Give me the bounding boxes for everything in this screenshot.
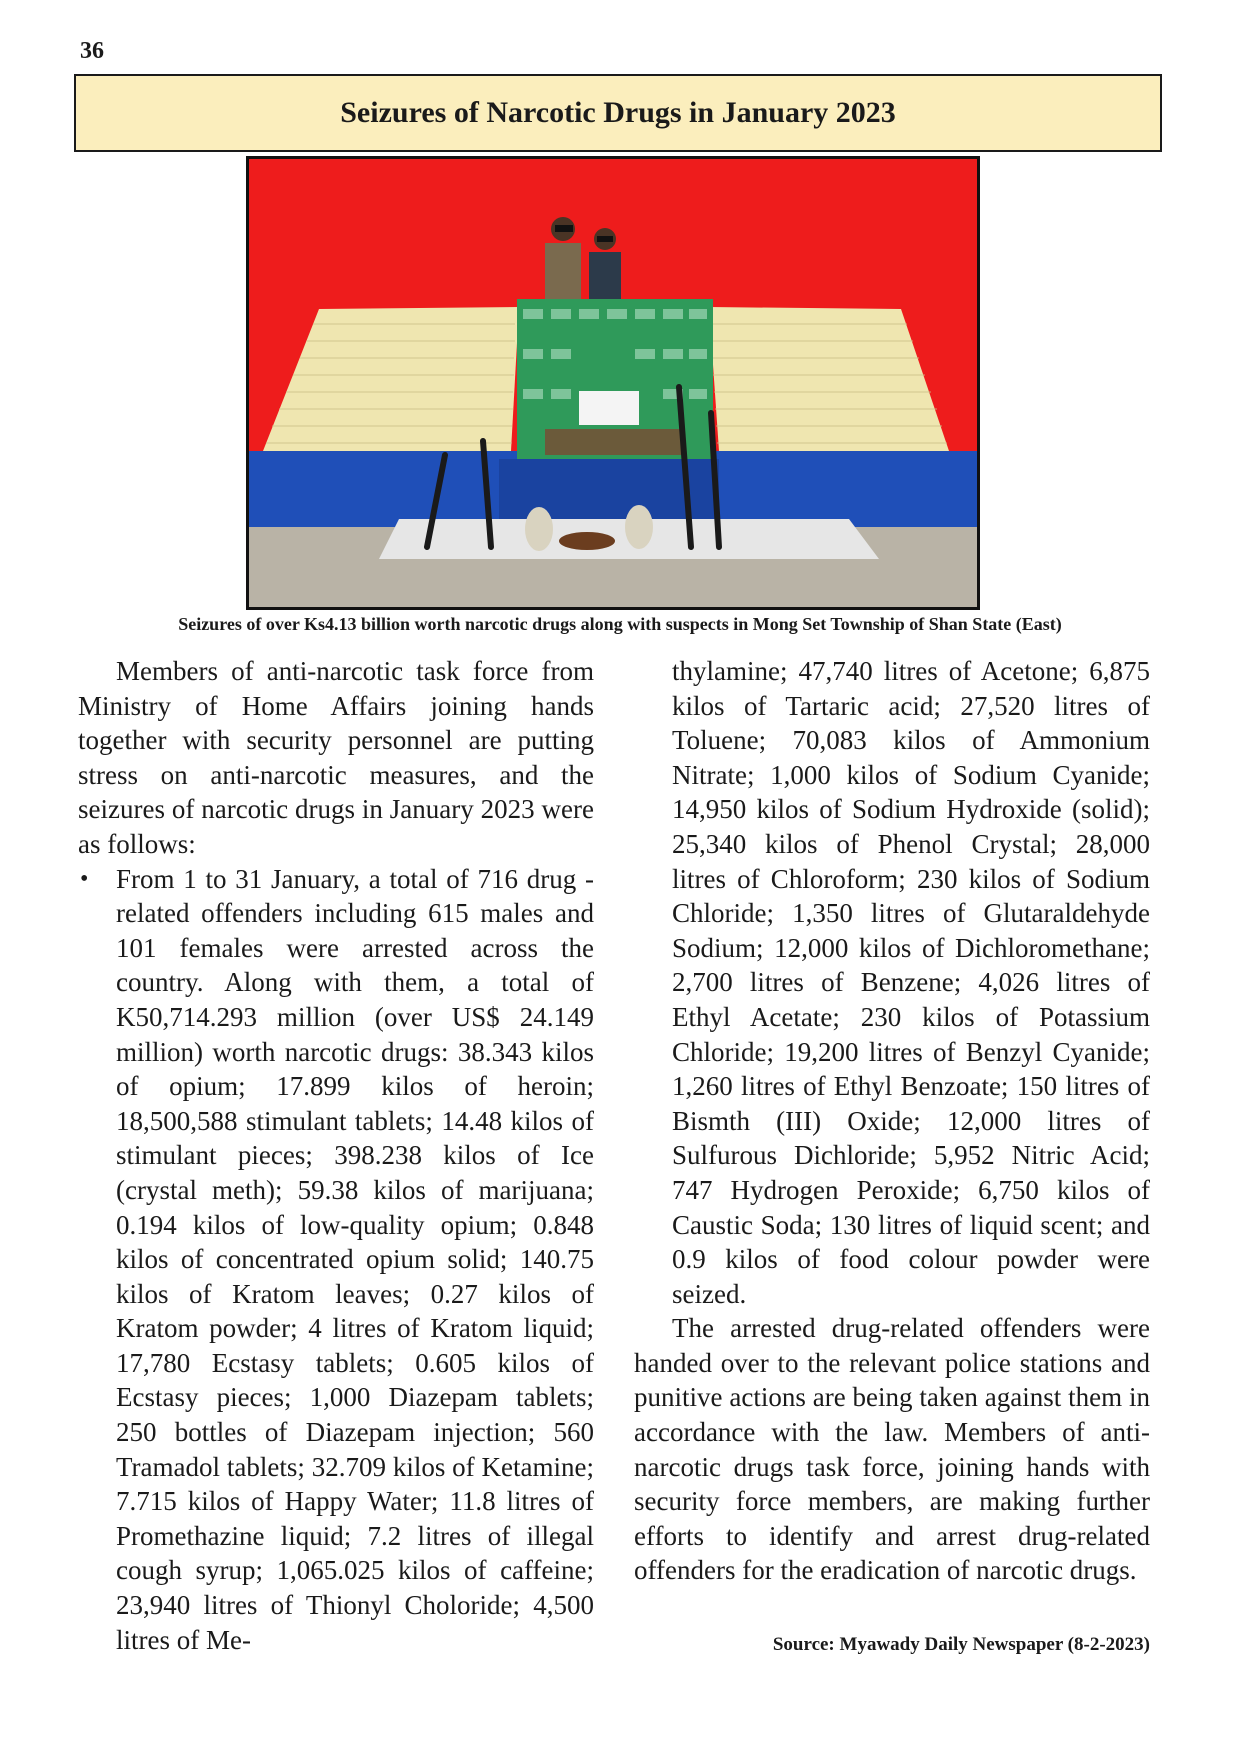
- closing-paragraph: The arrested drug-related offenders were handed over to the relevant police stations and punitive actions are being taken against them in accordance with the law. Members of anti-narcotic drugs task force, joining hands with security force members, are making further efforts to identify and arrest drug-related offenders for the eradication of narcotic drugs.: [634, 1313, 1150, 1586]
- page-title: Seizures of Narcotic Drugs in January 2023: [340, 96, 896, 129]
- seizure-list-text-part1: From 1 to 31 January, a total of 716 drug -related offenders including 615 males and 101 females were arrested across the country. Along with them, a total of K50,714.293 million (over US$ 24.149 million) worth narcotic drugs: 38.343 kilos of opium; 17.899 kilos of heroin; 18,500,588 stimulant tablets; 14.48 kilos of stimulant pieces; 398.238 kilos of Ice (crystal meth); 59.38 kilos of marijuana; 0.194 kilos of low-quality opium; 0.848 kilos of concentrated opium solid; 140.75 kilos of Kratom leaves; 0.27 kilos of Kratom powder; 4 litres of Kratom liquid; 17,780 Ecstasy tablets; 0.605 kilos of Ecstasy pieces; 1,000 Diazepam tablets; 250 bottles of Diazepam injection; 560 Tramadol tablets; 32.709 kilos of Ketamine; 7.715 kilos of Happy Water; 11.8 litres of Promethazine liquid; 7.2 litres of illegal cough syrup; 1,065.025 kilos of caffeine; 23,940 litres of Thionyl Choloride; 4,500 litres of Me-: [116, 863, 594, 1655]
- photo-caption: Seizures of over Ks4.13 billion worth narcotic drugs along with suspects in Mong Set Township of Shan State (East): [178, 614, 1062, 634]
- intro-paragraph: Members of anti-narcotic task force from Ministry of Home Affairs joining hands together with security personnel are putting stress on anti-narcotic measures, and the seizures of narcotic drugs in January 2023 were as follows:: [78, 656, 594, 859]
- white-package: [579, 391, 639, 425]
- title-banner: [74, 74, 1162, 152]
- page-number: 36: [80, 38, 104, 64]
- seizure-photo: [246, 156, 980, 610]
- seizure-photo-illustration: [249, 159, 977, 607]
- brown-package-row: [545, 429, 685, 455]
- bullet-icon: •: [80, 865, 89, 892]
- seizure-list-text-part2: thylamine; 47,740 litres of Acetone; 6,875 kilos of Tartaric acid; 27,520 litres of Toluene; 70,083 kilos of Ammonium Nitrate; 1,000 kilos of Sodium Cyanide; 14,950 kilos of Sodium Hydroxide (solid); 25,340 kilos of Phenol Crystal; 28,000 litres of Chloroform; 230 kilos of Sodium Chloride; 1,350 litres of Glutaraldehyde Sodium; 12,000 kilos of Dichloromethane; 2,700 litres of Benzene; 4,026 litres of Ethyl Acetate; 230 kilos of Potassium Chloride; 19,200 litres of Benzyl Cyanide; 1,260 litres of Ethyl Benzoate; 150 litres of Bismth (III) Oxide; 12,000 litres of Sulfurous Dichloride; 5,952 Nitric Acid; 747 Hydrogen Peroxide; 6,750 kilos of Caustic Soda; 130 litres of liquid scent; and 0.9 kilos of food colour powder were seized.: [672, 656, 1150, 1309]
- source-citation: Source: Myawady Daily Newspaper (8-2-2023): [772, 1634, 1150, 1655]
- article-column-left: [78, 654, 594, 1657]
- seizure-list-item: [78, 862, 594, 1658]
- article-column-right: [634, 654, 1150, 1588]
